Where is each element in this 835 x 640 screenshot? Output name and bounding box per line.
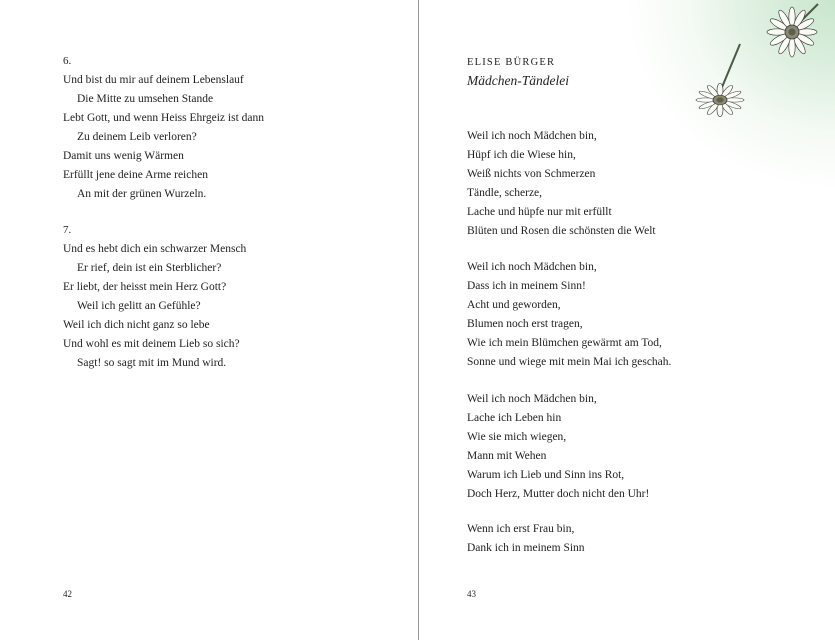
poem-line: Tändle, scherze, [467, 187, 543, 199]
poem-line: Damit uns wenig Wärmen [63, 150, 184, 162]
poem-stanza [467, 127, 656, 241]
poem-line: Acht und geworden, [467, 299, 561, 311]
poem-line: Hüpf ich die Wiese hin, [467, 149, 576, 161]
poem-line: Weil ich noch Mädchen bin, [467, 130, 597, 142]
poem-line: Blumen noch erst tragen, [467, 318, 583, 330]
poem-stanza [467, 520, 585, 558]
poem-line: An mit der grünen Wurzeln. [77, 188, 207, 200]
daisy-flower-icon [758, 2, 824, 60]
page-number: 42 [63, 589, 72, 599]
stanza-number: 7. [63, 224, 72, 236]
poem-line: Und wohl es mit deinem Lieb so sich? [63, 338, 240, 350]
poem-line: Warum ich Lieb und Sinn ins Rot, [467, 469, 625, 481]
daisy-flower-icon [690, 42, 752, 128]
poem-line: Dank ich in meinem Sinn [467, 542, 585, 554]
poem-line: Lache und hüpfe nur mit erfüllt [467, 206, 612, 218]
poem-line: Wie ich mein Blümchen gewärmt am Tod, [467, 337, 662, 349]
poem-author: ELISE BÜRGER [467, 57, 556, 68]
poem-line: Doch Herz, Mutter doch nicht den Uhr! [467, 488, 650, 500]
poem-line: Weil ich noch Mädchen bin, [467, 261, 597, 273]
poem-line: Zu deinem Leib verloren? [77, 131, 197, 143]
poem-line: Weiß nichts von Schmerzen [467, 168, 596, 180]
poem-line: Wenn ich erst Frau bin, [467, 523, 575, 535]
poem-title: Mädchen-Tändelei [467, 73, 569, 88]
poem-stanza [467, 258, 671, 372]
page-number: 43 [467, 589, 476, 599]
poem-line: Er liebt, der heisst mein Herz Gott? [63, 281, 227, 293]
stanza-7 [63, 221, 246, 373]
poem-line: Sagt! so sagt mit im Mund wird. [77, 357, 227, 369]
poem-line: Und es hebt dich ein schwarzer Mensch [63, 243, 247, 255]
poem-line: Dass ich in meinem Sinn! [467, 280, 586, 292]
stanza-number: 6. [63, 55, 72, 67]
poem-stanza [467, 390, 649, 504]
poem-line: Weil ich gelitt an Gefühle? [77, 300, 201, 312]
poem-line: Weil ich dich nicht ganz so lebe [63, 319, 210, 331]
poem-line: Lebt Gott, und wenn Heiss Ehrgeiz ist dann [63, 112, 265, 124]
poem-line: Blüten und Rosen die schönsten die Welt [467, 225, 656, 237]
poem-line: Erfüllt jene deine Arme reichen [63, 169, 208, 181]
poem-line: Und bist du mir auf deinem Lebenslauf [63, 74, 244, 86]
poem-line: Wie sie mich wiegen, [467, 431, 567, 443]
poem-line: Mann mit Wehen [467, 450, 547, 462]
poem-line: Sonne und wiege mit mein Mai ich geschah. [467, 356, 672, 368]
stanza-6 [63, 52, 264, 204]
poem-line: Lache ich Leben hin [467, 412, 562, 424]
poem-line: Er rief, dein ist ein Sterblicher? [77, 262, 222, 274]
poem-line: Die Mitte zu umsehen Stande [77, 93, 214, 105]
poem-line: Weil ich noch Mädchen bin, [467, 393, 597, 405]
